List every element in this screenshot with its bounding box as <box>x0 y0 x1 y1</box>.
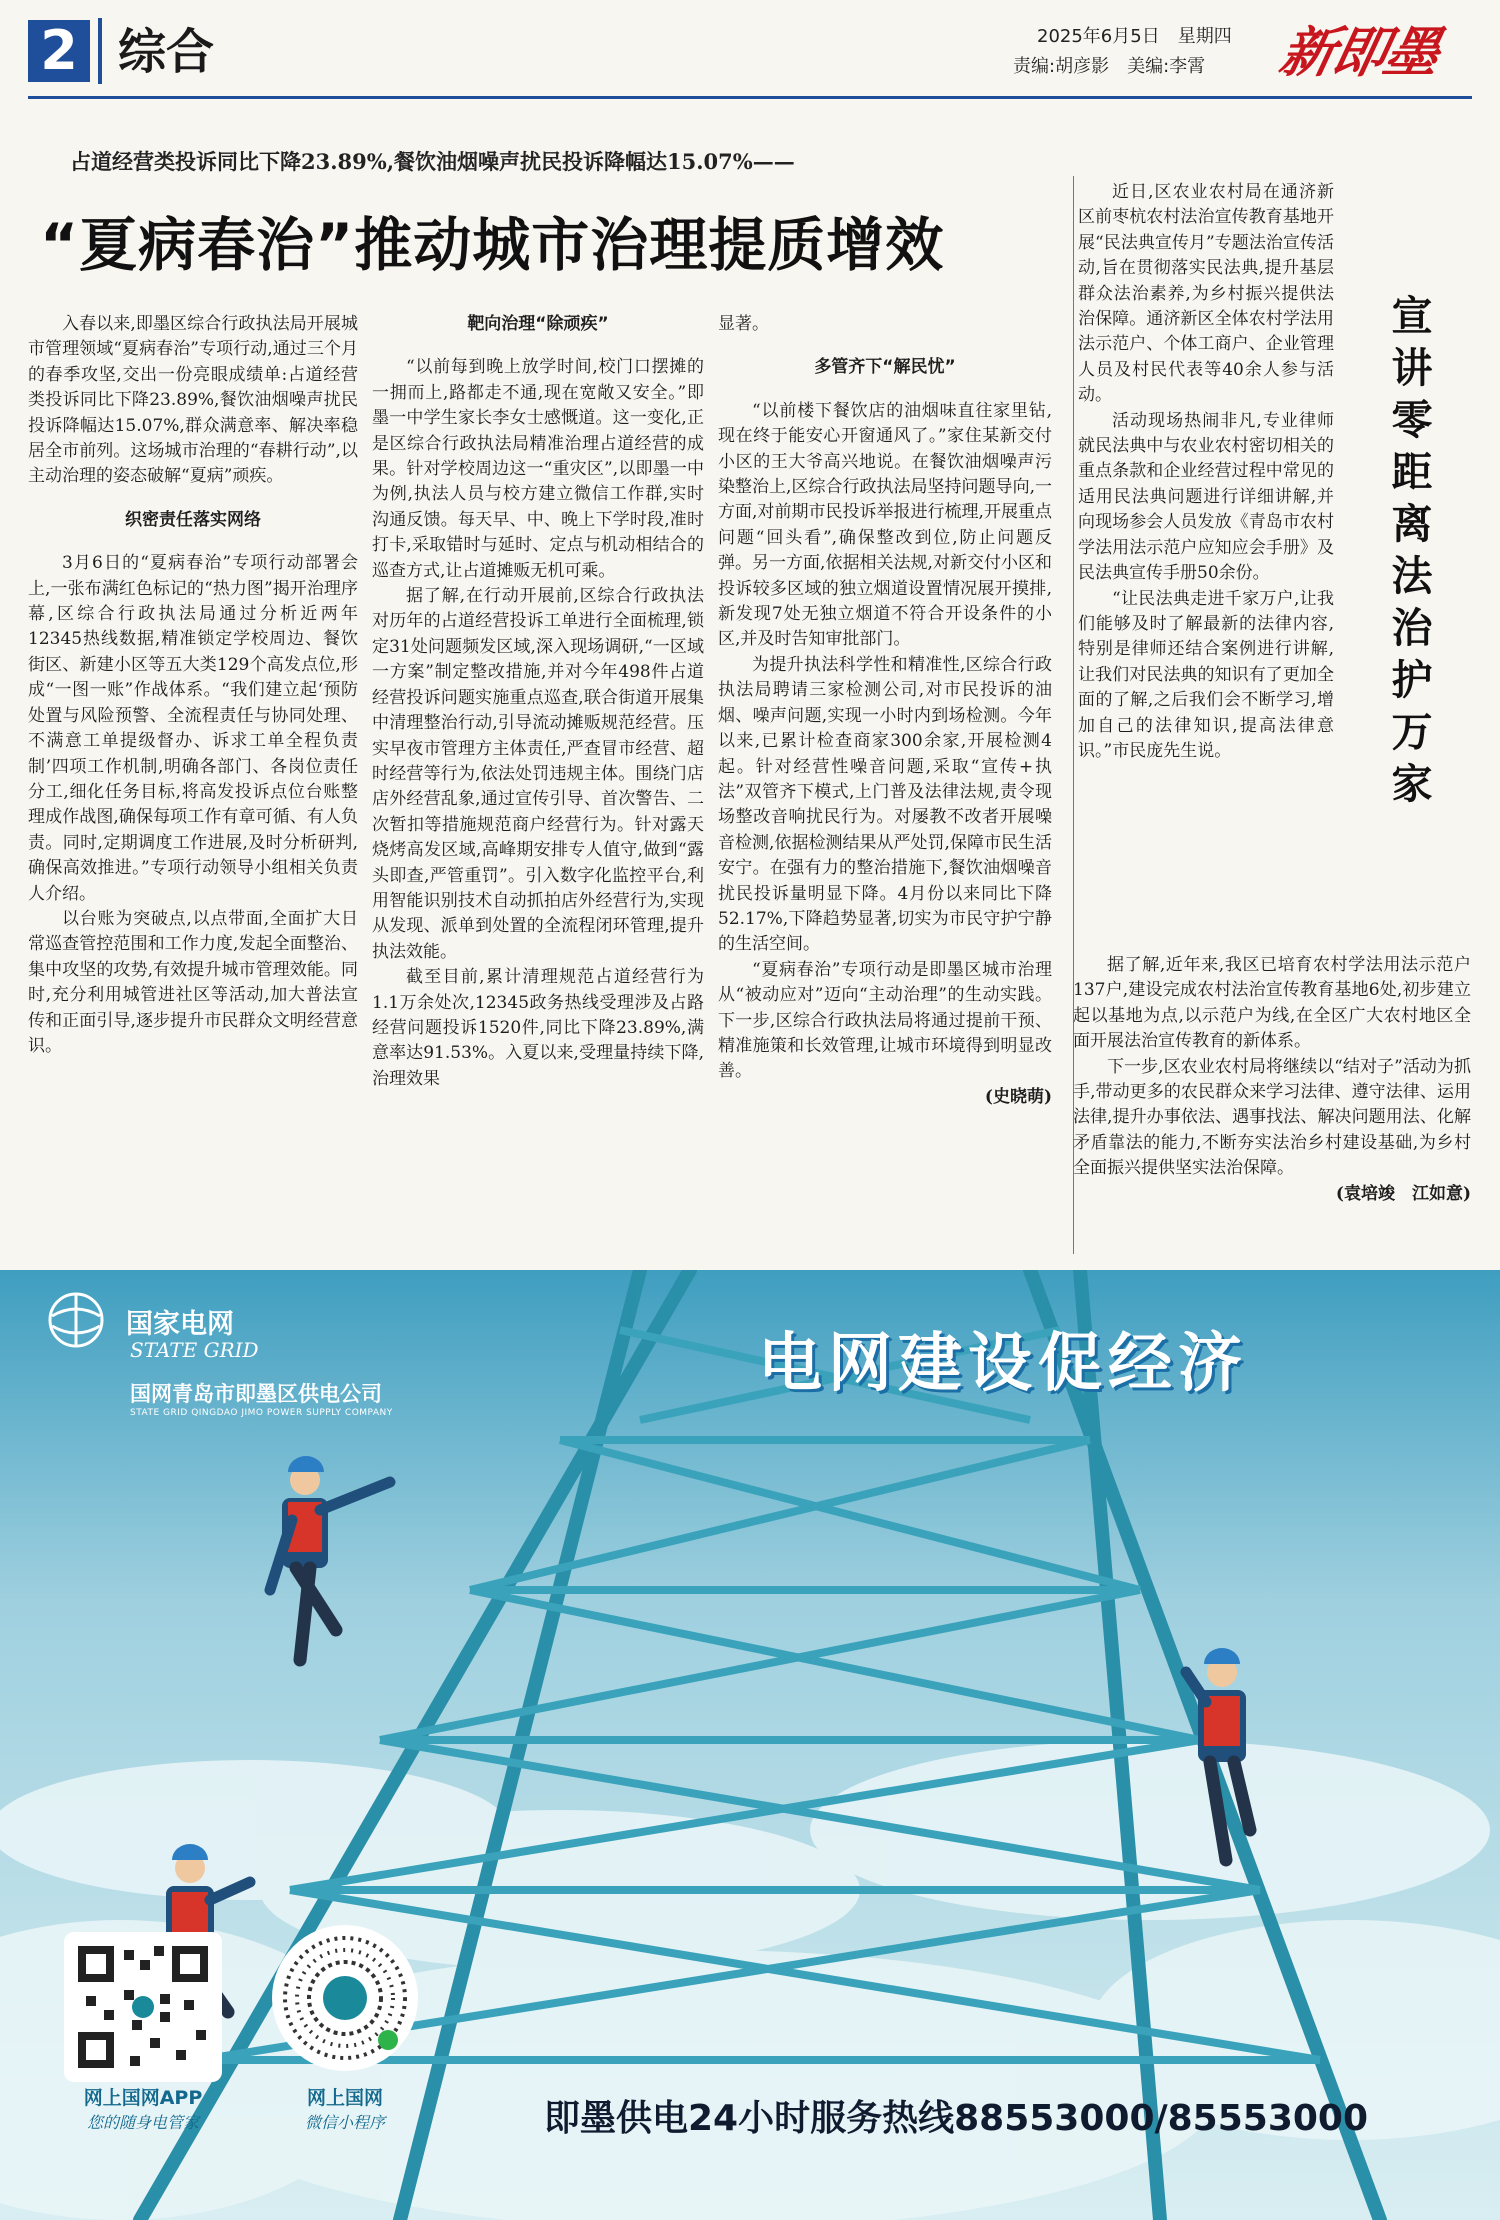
article-author: (史晓萌) <box>984 1086 1052 1107</box>
paragraph: “夏病春治”专项行动是即墨区城市治理从“被动应对”迈向“主动治理”的生动实践。下一步,区综合行政执法局将通过提前干预、精准施策和长效管理,让城市环境得到明显改善。 <box>718 959 1052 1082</box>
article-headline: “夏病春治”推动城市治理提质增效 <box>40 211 945 279</box>
qr-code-app <box>64 1932 222 2082</box>
page-number: 2 <box>28 20 90 82</box>
section-name: 综合 <box>118 24 215 80</box>
paragraph: 入春以来,即墨区综合行政执法局开展城市管理领域“夏病春治”专项行动,通过三个月的春季攻坚,交出一份亮眼成绩单:占道经营类投诉同比下降23.89%,餐饮油烟噪声扰民投诉降幅达15.07%,群众满意率、解决率稳居全市前列。这场城市治理的“春耕行动”,以主动治理的姿态破解“夏病”顽疾。 <box>28 314 358 487</box>
paragraph: 显著。 <box>718 314 769 334</box>
service-hotline: 即墨供电24小时服务热线88553000/85553000 <box>544 2098 1369 2139</box>
paragraph: 为提升执法科学性和精准性,区综合行政执法局聘请三家检测公司,对市民投诉的油烟、噪声问题,实现一小时内到场检测。今年以来,已累计检查商家300余家,开展检测4起。针对经营性噪音问题,采取“宣传+执法”双管齐下模式,上门普及法律法规,责令现场整改音响扰民行为。对屡教不改者开展噪音检测,依据检测结果从严处罚,保障市民生活安宁。在强有力的整治措施下,餐饮油烟噪音扰民投诉量明显下降。4月份以来同比下降52.17%,下降趋势显著,切实为市民守护宁静的生活空间。 <box>718 654 1052 955</box>
subheading: 靶向治理“除顽疾” <box>467 314 609 334</box>
article-column-1 <box>28 312 358 1059</box>
paragraph: 以台账为突破点,以点带面,全面扩大日常巡查管控范围和工作力度,发起全面整治、集中攻坚的攻势,有效提升城市管理效能。同时,充分利用城管进社区等活动,加大普法宣传和正面引导,逐步提升市民群众文明经营意识。 <box>28 908 358 1056</box>
article-kicker: 占道经营类投诉同比下降23.89%,餐饮油烟噪声扰民投诉降幅达15.07%—— <box>70 149 795 174</box>
company-name-en: STATE GRID QINGDAO JIMO POWER SUPPLY COMPANY <box>130 1408 393 1418</box>
editor-credits: 责编:胡彦影 美编:李霄 <box>1013 56 1206 77</box>
qr-miniprogram-label: 网上国网 <box>306 2087 383 2109</box>
side-article-column <box>1078 180 1334 764</box>
qr-code-miniprogram <box>272 1925 418 2071</box>
qr-miniprogram-slogan: 微信小程序 <box>304 2113 385 2132</box>
paragraph: “以前每到晚上放学时间,校门口摆摊的一拥而上,路都走不通,现在宽敞又安全。”即墨一中学生家长李女士感慨道。这一变化,正是区综合行政执法局精准治理占道经营的成果。针对学校周边这一“重灾区”,以即墨一中为例,执法人员与校方建立微信工作群,实时沟通反馈。每天早、中、晚上下学时段,准时打卡,采取错时与延时、定点与机动相结合的巡查方式,让占道摊贩无机可乘。 <box>372 357 704 581</box>
side-article-column-wide <box>1073 953 1471 1207</box>
paragraph: 3月6日的“夏病春治”专项行动部署会上,一张布满红色标记的“热力图”揭开治理序幕,区综合行政执法局通过分析近两年12345热线数据,精准锁定学校周边、餐饮街区、新建小区等五大类129个高发点位,形成“一图一账”作战体系。“我们建立起‘预防处置与风险预警、全流程责任与协同处理、不满意工单提级督办、诉求工单全程负责制’四项工作机制,明确各部门、各岗位责任分工,细化任务目标,将高发投诉点位台账整理成作战图,确保每项工作有章可循、有人负责。同时,定期调度工作进展,及时分析研判,确保高效推进。”专项行动领导小组相关负责人介绍。 <box>28 553 358 904</box>
paragraph: 截至目前,累计清理规范占道经营行为1.1万余处次,12345政务热线受理涉及占路经营问题投诉1520件,同比下降23.89%,满意率达91.53%。入夏以来,受理量持续下降,治理效果 <box>372 967 704 1089</box>
article-column-3 <box>718 312 1052 1110</box>
qr-app-slogan: 您的随身电管家 <box>86 2113 199 2132</box>
paragraph: “以前楼下餐饮店的油烟味直往家里钻,现在终于能安心开窗通风了。”家住某新交付小区的王大爷高兴地说。在餐饮油烟噪声污染整治上,区综合行政执法局坚持问题导向,一方面,对前期市民投诉举报进行梳理,开展重点问题“回头看”,确保整改到位,防止问题反弹。另一方面,依据相关法规,对新交付小区和投诉较多区域的独立烟道设置情况展开摸排,新发现7处无独立烟道不符合开设条件的小区,并及时告知审批部门。 <box>718 400 1052 650</box>
paragraph: 活动现场热闹非凡,专业律师就民法典中与农业农村密切相关的重点条款和企业经营过程中常见的适用民法典问题进行详细讲解,并向现场参会人员发放《青岛市农村学法用法示范户应知应会手册》及民法典宣传手册50余份。 <box>1078 410 1334 584</box>
paragraph: 据了解,近年来,我区已培育农村学法用法示范户137户,建设完成农村法治宣传教育基地6处,初步建立起以基地为点,以示范户为线,在全区广大农村地区全面开展法治宣传教育的新体系。 <box>1073 955 1471 1052</box>
subheading: 多管齐下“解民忧” <box>814 357 956 378</box>
side-article-title: 宣讲零距离 法治护万家 <box>1391 292 1474 808</box>
side-article-author: (袁培竣 江如意) <box>1335 1183 1471 1204</box>
header-rule <box>28 96 1472 99</box>
subheading: 织密责任落实网络 <box>125 509 261 530</box>
company-name-cn: 国网青岛市即墨区供电公司 <box>130 1382 382 1406</box>
qr-app-label: 网上国网APP <box>83 2087 203 2109</box>
section-divider <box>98 18 102 84</box>
state-grid-brand-cn: 国家电网 <box>126 1309 234 1340</box>
ad-title: 电网建设促经济 <box>758 1327 1248 1401</box>
paragraph: “让民法典走进千家万户,让我们能够及时了解最新的法律内容,特别是律师还结合案例进行讲解,让我们对民法典的知识有了更加全面的了解,之后我们会不断学习,增加自己的法律知识,提高法律意识。”市民庞先生说。 <box>1078 588 1334 761</box>
paragraph: 近日,区农业农村局在通济新区前枣杭农村法治宣传教育基地开展“民法典宣传月”专题法治宣传活动,旨在贯彻落实民法典,提升基层群众法治素养,为乡村振兴提供法治保障。通济新区全体农村学法用法示范户、个体工商户、企业管理人员及村民代表等40余人参与活动。 <box>1078 182 1334 406</box>
paragraph: 下一步,区农业农村局将继续以“结对子”活动为抓手,带动更多的农民群众来学习法律、遵守法律、运用法律,提升办事依法、遇事找法、解决问题用法、化解矛盾靠法的能力,不断夯实法治乡村建设基础,为乡村全面振兴提供坚实法治保障。 <box>1073 1056 1471 1179</box>
paragraph: 据了解,在行动开展前,区综合行政执法对历年的占道经营投诉工单进行全面梳理,锁定31处问题频发区域,深入现场调研,“一区域一方案”制定整改措施,并对今年498件占道经营投诉问题实施重点巡查,联合街道开展集中清理整治行动,引导流动摊贩规范经营。压实早夜市管理方主体责任,严查冒市经营、超时经营等行为,依法处罚违规主体。围绕门店店外经营乱象,通过宣传引导、首次警告、二次暂扣等措施规范商户经营行为。针对露天烧烤高发区域,高峰期安排专人值守,做到“露头即查,严管重罚”。引入数字化监控平台,利用智能识别技术自动抓拍店外经营行为,实现从发现、派单到处置的全流程闭环管理,提升执法效能。 <box>372 586 704 962</box>
issue-date: 2025年6月5日 星期四 <box>1037 26 1232 47</box>
article-column-2 <box>372 312 704 1092</box>
state-grid-brand-en: STATE GRID <box>130 1338 259 1362</box>
newspaper-logo: 新即墨 <box>1274 20 1445 84</box>
